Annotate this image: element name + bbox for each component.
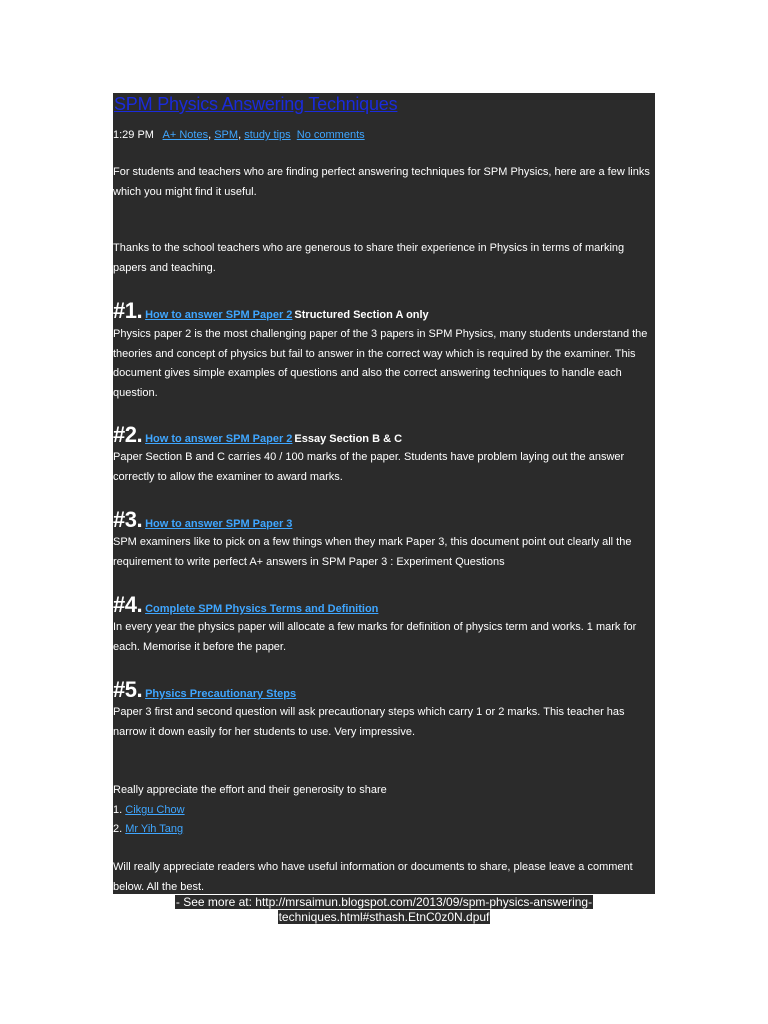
credit-link-cikgu-chow[interactable]: Cikgu Chow [125,804,185,816]
credit-number: 2. [113,823,123,835]
item-link[interactable]: Physics Precautionary Steps [145,688,297,700]
item-description-5: Paper 3 first and second question will ask precautionary steps which carry 1 or 2 marks. This teacher has narrow it down easily for her students to use. Very impressive. [113,706,625,738]
credit-number: 1. [113,804,123,816]
appreciate-text: Really appreciate the effort and their generosity to share [113,784,387,796]
source-text-1: - See more at: http://mrsaimun.blogspot.com/2013/09/spm-physics-answering- [175,895,593,909]
item-description-3: SPM examiners like to pick on a few things when they mark Paper 3, this document point out clearly all the requirement to write perfect A+ answers in SPM Paper 3 : Experiment Questions [113,536,632,568]
source-line-2 [0,910,768,924]
closing-paragraph: Will really appreciate readers who have useful information or documents to share, please leave a comment below. All the best. [113,861,633,893]
source-text-2: techniques.html#sthash.EtnC0z0N.dpuf [278,910,490,924]
source-line-1 [0,895,768,909]
post-panel [113,93,655,894]
post-time: 1:29 PM [113,129,154,141]
item-number: #4. [113,592,143,617]
label-link-study-tips[interactable]: study tips [244,129,291,141]
item-heading-3 [113,508,292,536]
item-number: #5. [113,677,143,702]
item-link[interactable]: How to answer SPM Paper 2 [145,433,293,445]
item-link[interactable]: How to answer SPM Paper 3 [145,518,293,530]
item-description-2: Paper Section B and C carries 40 / 100 marks of the paper. Students have problem laying out the answer correctly to allow the examiner to award marks. [113,451,625,483]
item-description-4: In every year the physics paper will allocate a few marks for definition of physics term and works. 1 mark for each. Memorise it before the paper. [113,621,637,653]
label-link-a-plus-notes[interactable]: A+ Notes [162,129,209,141]
credit-link-mr-yih-tang[interactable]: Mr Yih Tang [125,823,184,835]
item-heading-rest: Essay Section B & C [294,433,403,445]
item-heading-1 [113,299,429,327]
intro-paragraph: For students and teachers who are finding perfect answering techniques for SPM Physics, here are a few links which you might find it useful. [113,166,650,198]
post-meta: 1:29 PM A+ Notes, SPM, study tips No comments [113,129,365,141]
item-link[interactable]: How to answer SPM Paper 2 [145,309,293,321]
item-number: #2. [113,422,143,447]
item-description-1: Physics paper 2 is the most challenging paper of the 3 papers in SPM Physics, many students understand the theories and concept of physics but fail to answer in the correct way which is required by the examiner. This document gives simple examples of questions and also the correct answering techniques to handle each question. [113,328,648,399]
item-heading-5 [113,678,296,706]
item-number: #1. [113,298,143,323]
label-link-spm[interactable]: SPM [214,129,239,141]
item-heading-4 [113,593,378,621]
comments-link[interactable]: No comments [296,129,365,141]
thanks-paragraph: Thanks to the school teachers who are generous to share their experience in Physics in terms of marking papers and teaching. [113,242,625,274]
credit-item-1 [113,803,185,817]
item-heading-2 [113,423,402,451]
item-number: #3. [113,507,143,532]
post-title[interactable]: SPM Physics Answering Techniques [114,94,398,114]
item-link[interactable]: Complete SPM Physics Terms and Definition [145,603,379,615]
credit-item-2 [113,822,183,836]
item-heading-rest: Structured Section A only [294,309,429,321]
